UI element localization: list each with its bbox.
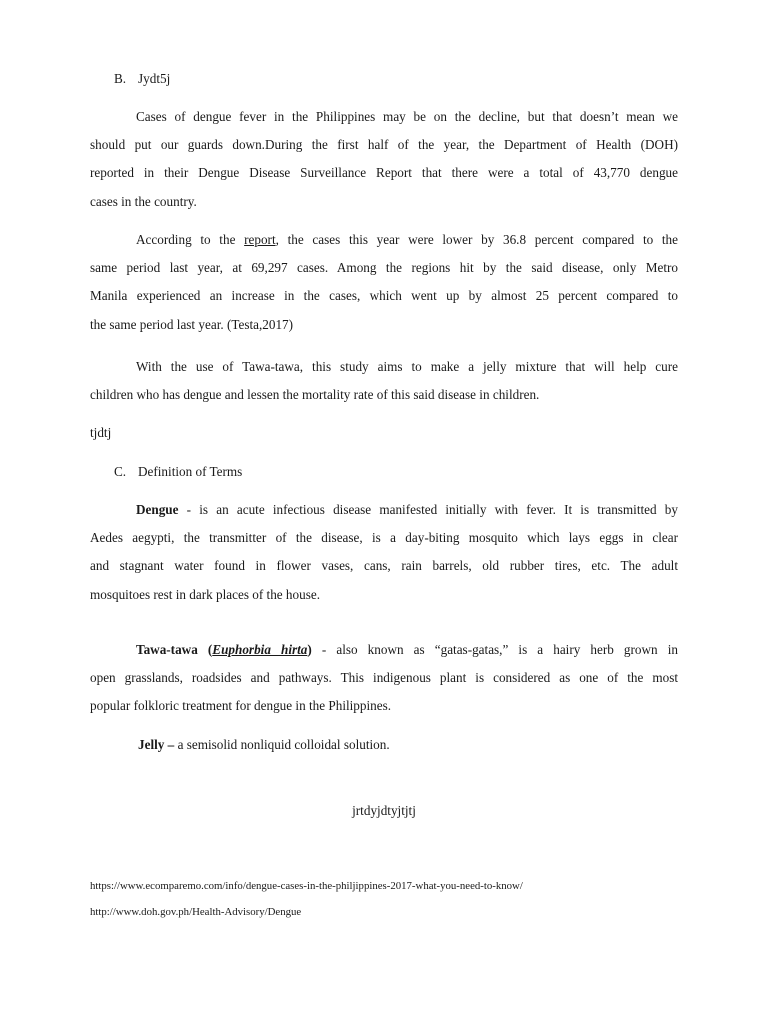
paragraph-line: should put our guards down.During the first half of the year, the Department of Health (DOH) <box>90 137 678 153</box>
paragraph-line: With the use of Tawa-tawa, this study aims to make a jelly mixture that will help cure <box>136 359 678 374</box>
definition-jelly <box>138 737 390 753</box>
definition-tawa-tawa <box>90 636 678 721</box>
paragraph-line: open grasslands, roadsides and pathways. This indigenous plant is considered as one of the most <box>90 670 678 686</box>
stray-text-centered: jrtdyjdtyjtjtj <box>352 803 416 818</box>
paragraph-dengue-cases <box>90 103 678 216</box>
paragraph-line: reported in their Dengue Disease Surveillance Report that there were a total of 43,770 dengue <box>90 165 678 181</box>
stray-text: tjdtj <box>90 425 112 440</box>
paragraph-line: cases in the country. <box>90 193 197 209</box>
paragraph-line <box>90 226 678 254</box>
term-dengue: Dengue <box>136 502 179 517</box>
paragraph-line: Manila experienced an increase in the cases, which went up by almost 25 percent compared to <box>90 288 678 304</box>
paragraph-line: the same period last year. (Testa,2017) <box>90 316 294 332</box>
paragraph-report <box>90 226 678 339</box>
section-b-title: Jydt5j <box>138 71 171 86</box>
text-fragment: According to the <box>136 232 245 247</box>
term-tawa-tawa: Tawa-tawa <box>136 642 198 657</box>
section-b-marker: B. <box>114 71 127 86</box>
text-fragment: , the cases this year were lower by 36.8 percent compared to the <box>275 232 679 247</box>
paragraph-study-aim <box>90 353 678 409</box>
section-c-marker: C. <box>114 464 127 479</box>
paragraph-line <box>90 496 678 524</box>
jelly-definition: a semisolid nonliquid colloidal solution. <box>174 737 390 752</box>
reference-link[interactable]: http://www.doh.gov.ph/Health-Advisory/Dengue <box>90 906 302 918</box>
report-link[interactable]: report <box>244 232 276 247</box>
paragraph-line: mosquitoes rest in dark places of the house. <box>90 586 320 602</box>
paragraph-line: Cases of dengue fever in the Philippines may be on the decline, but that doesn’t mean we <box>136 109 678 124</box>
paragraph-line: popular folkloric treatment for dengue in the Philippines. <box>90 698 392 714</box>
paragraph-line: and stagnant water found in flower vases, cans, rain barrels, old rubber tires, etc. The adult <box>90 558 678 574</box>
text-fragment: ( <box>197 642 213 657</box>
paragraph-line <box>90 636 678 664</box>
paragraph-line: Aedes aegypti, the transmitter of the disease, is a day-biting mosquito which lays eggs in clear <box>90 530 678 546</box>
section-c-title: Definition of Terms <box>138 464 243 479</box>
paragraph-line: children who has dengue and lessen the mortality rate of this said disease in children. <box>90 387 540 403</box>
term-jelly: Jelly – <box>138 737 175 752</box>
scientific-name: Euphorbia hirta <box>212 642 308 657</box>
reference-link[interactable]: https://www.ecomparemo.com/info/dengue-cases-in-the-philjippines-2017-what-you-need-to-know/ <box>90 880 523 892</box>
text-fragment: - is an acute infectious disease manifested initially with fever. It is transmitted by <box>178 502 678 517</box>
text-fragment: ) <box>307 642 312 657</box>
definition-dengue <box>90 496 678 609</box>
text-fragment: - also known as “gatas-gatas,” is a hairy herb grown in <box>311 642 678 657</box>
paragraph-line: same period last year, at 69,297 cases. Among the regions hit by the said disease, only Metro <box>90 260 678 276</box>
